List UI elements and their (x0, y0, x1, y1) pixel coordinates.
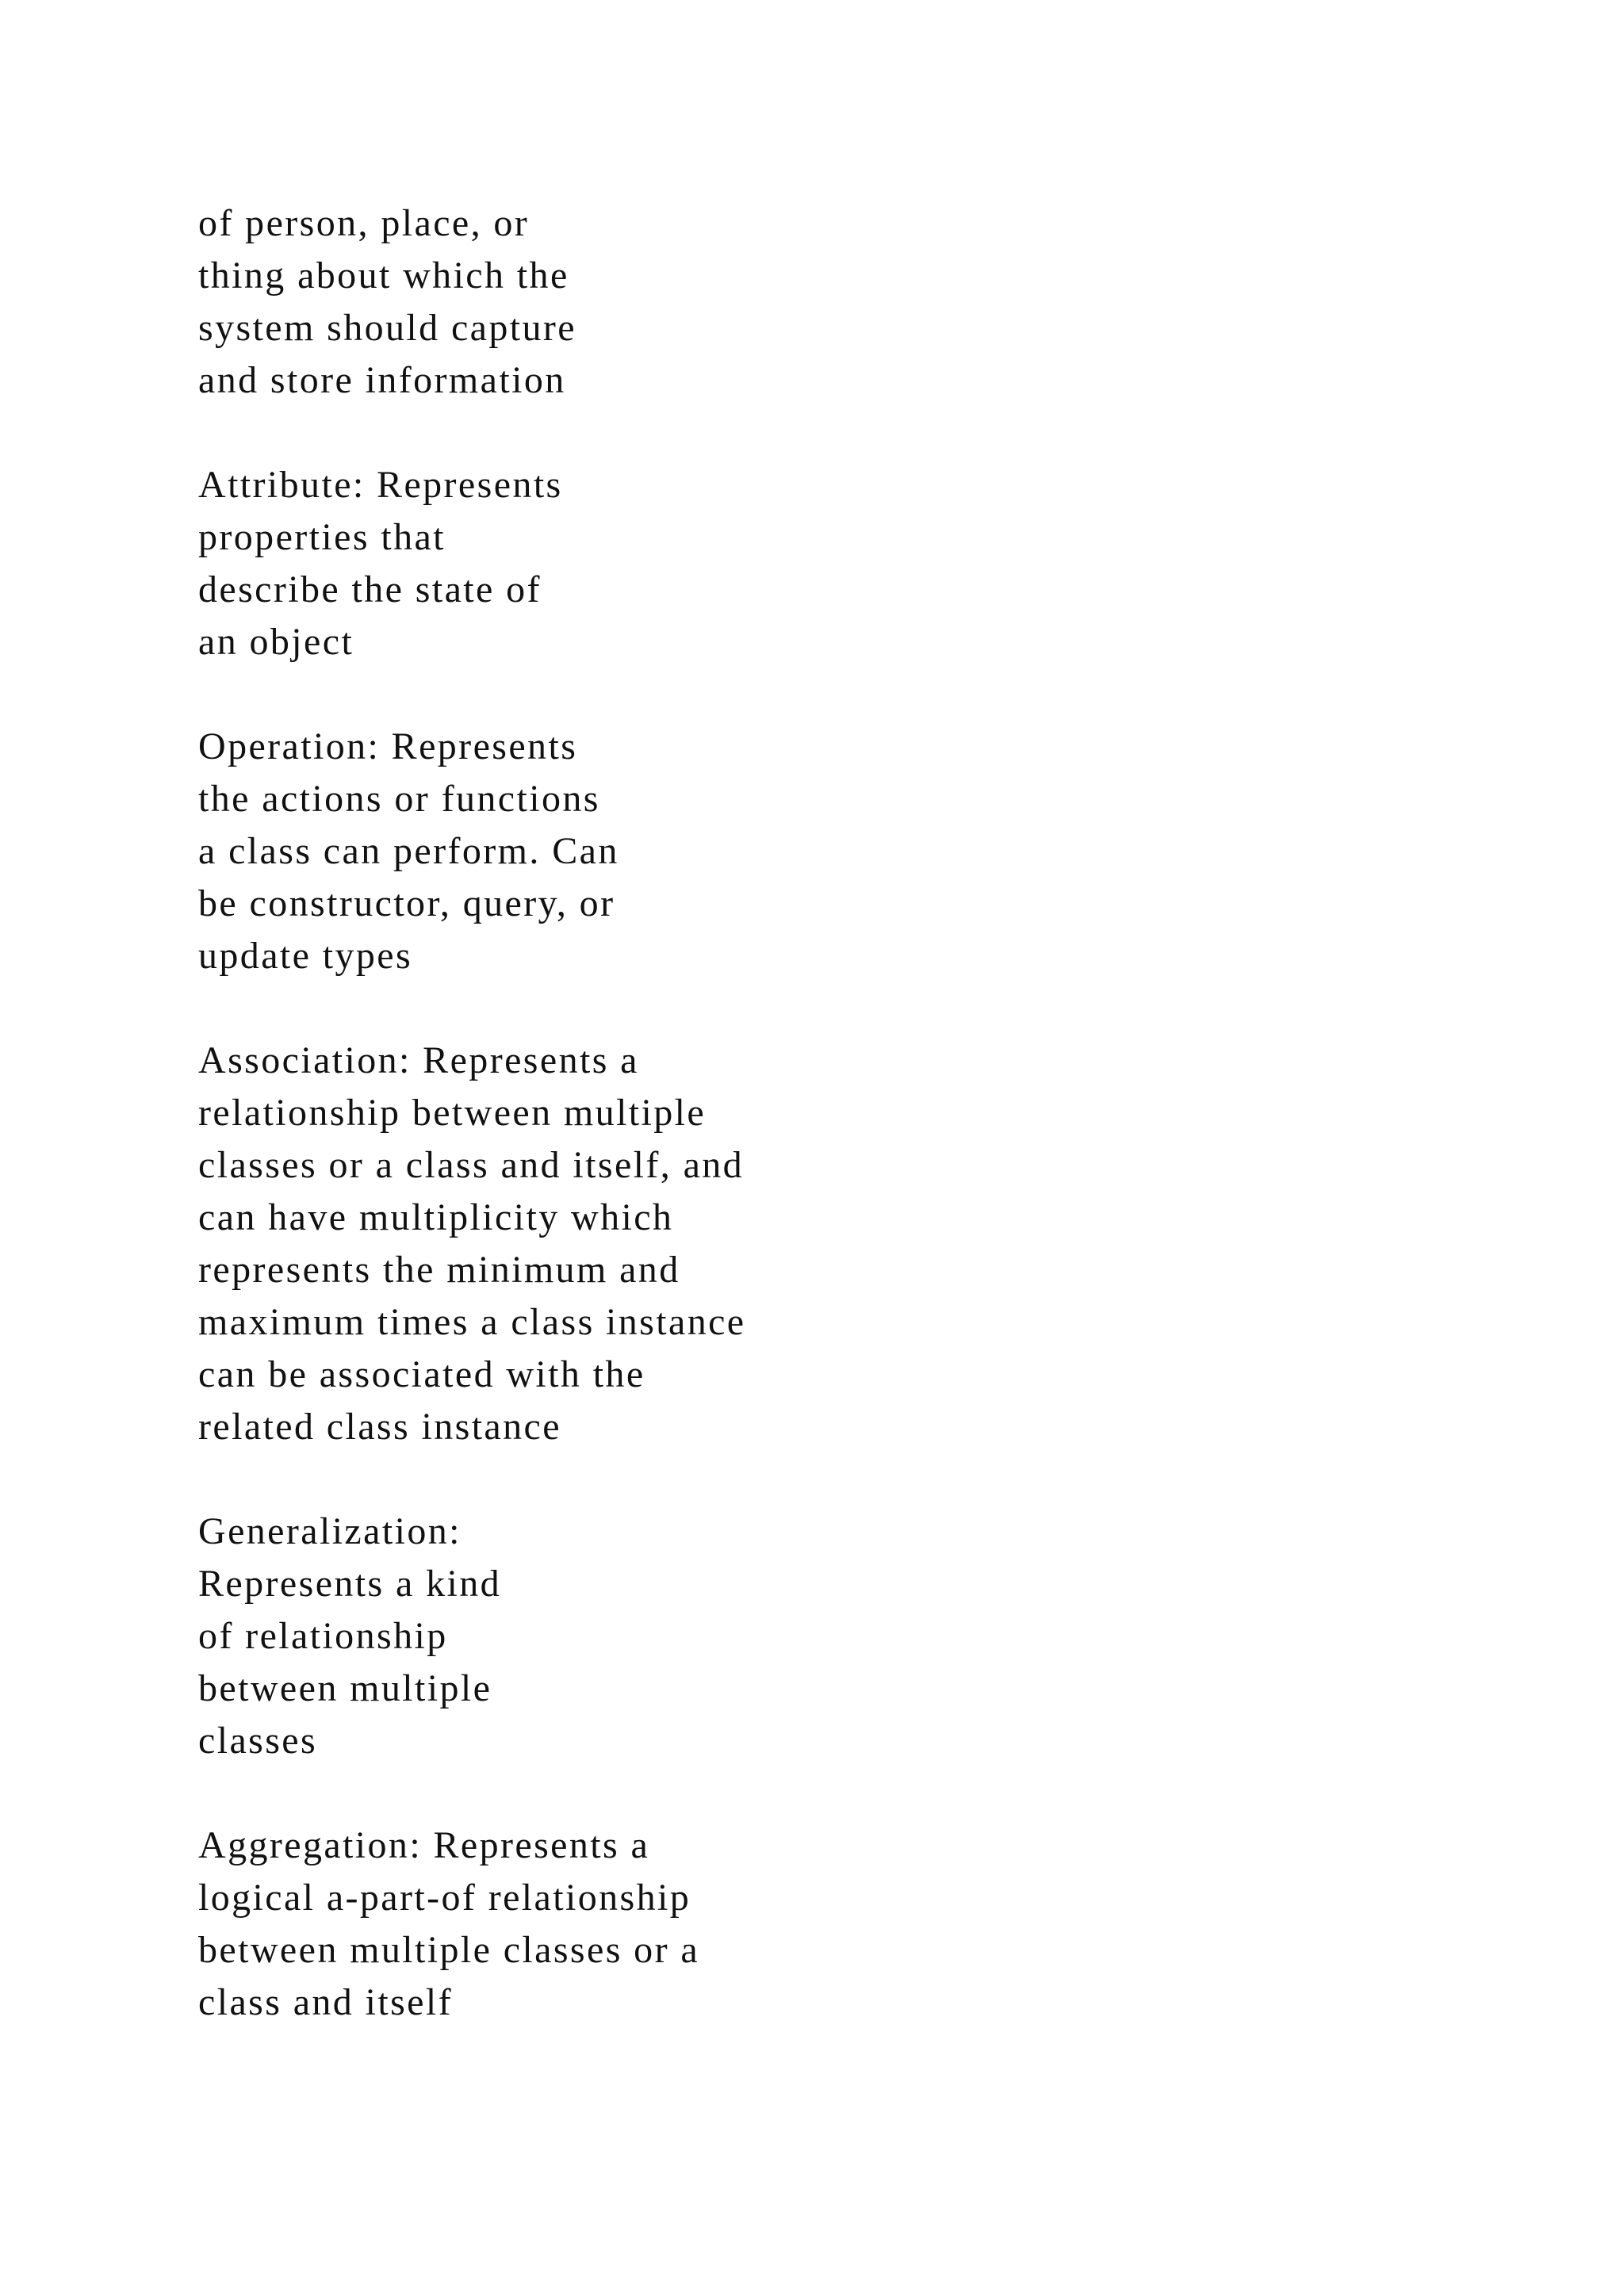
text-line: between multiple classes or a (198, 1929, 700, 1971)
paragraph-association (198, 1035, 1308, 1453)
text-line: represents the minimum and (198, 1249, 680, 1291)
paragraph-attribute (198, 459, 1308, 668)
text-line: related class instance (198, 1406, 561, 1448)
text-line: system should capture (198, 307, 576, 349)
text-line: logical a-part-of relationship (198, 1877, 691, 1919)
text-line: a class can perform. Can (198, 830, 619, 872)
text-line: Generalization: (198, 1510, 462, 1552)
text-line: maximum times a class instance (198, 1301, 746, 1343)
paragraph-entity-continued (198, 197, 1308, 407)
text-line: Association: Represents a (198, 1039, 639, 1081)
text-line: between multiple (198, 1667, 492, 1709)
text-line: be constructor, query, or (198, 882, 615, 924)
text-line: an object (198, 621, 354, 663)
text-line: can be associated with the (198, 1353, 645, 1395)
text-line: Attribute: Represents (198, 464, 563, 506)
text-line: properties that (198, 516, 446, 558)
text-line: Operation: Represents (198, 725, 578, 767)
text-line: update types (198, 935, 413, 977)
text-line: class and itself (198, 1981, 453, 2023)
text-line: and store information (198, 359, 566, 401)
paragraph-aggregation (198, 1820, 1308, 2029)
text-line: the actions or functions (198, 778, 600, 820)
text-line: describe the state of (198, 568, 542, 610)
paragraph-generalization (198, 1506, 1308, 1767)
text-line: relationship between multiple (198, 1092, 707, 1134)
text-line: Aggregation: Represents a (198, 1824, 650, 1866)
text-line: thing about which the (198, 254, 569, 297)
document-body (198, 197, 1308, 2081)
text-line: Represents a kind (198, 1563, 502, 1605)
text-line: classes (198, 1720, 318, 1762)
text-line: can have multiplicity which (198, 1196, 674, 1238)
text-line: of person, place, or (198, 202, 530, 244)
text-line: of relationship (198, 1615, 448, 1657)
paragraph-operation (198, 721, 1308, 982)
text-line: classes or a class and itself, and (198, 1144, 745, 1186)
